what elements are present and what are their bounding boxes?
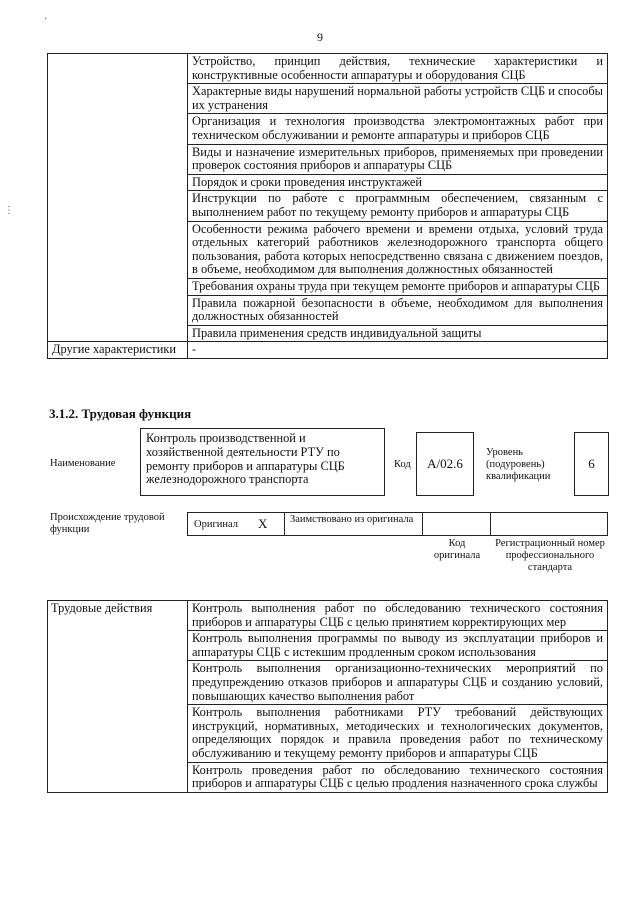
table-cell: Устройство, принцип действия, технические характеристики и конструктивные особенности аппаратуры и оборудования СЦБ	[188, 54, 608, 84]
table-cell: Характерные виды нарушений нормальной работы устройств СЦБ и способы их устранения	[188, 84, 608, 114]
level-value-box: 6	[574, 432, 609, 496]
table-cell: Контроль выполнения программы по выводу из эксплуатации приборов и аппаратуры СЦБ с истекшим продленным сроком использования	[188, 631, 608, 661]
table-cell: Виды и назначение измерительных приборов, применяемых при проведении проверок состояния приборов и аппаратуры СЦБ	[188, 144, 608, 174]
table-cell: Требования охраны труда при текущем ремонте приборов и аппаратуры СЦБ	[188, 278, 608, 295]
table-cell: Порядок и сроки проведения инструктажей	[188, 174, 608, 191]
knowledge-table	[47, 53, 608, 359]
other-characteristics-label: Другие характеристики	[48, 342, 188, 359]
table-row	[48, 54, 608, 84]
page-mark: ·	[44, 14, 48, 25]
original-code-cell	[422, 512, 491, 536]
reg-caption: Регистрационный номер профессионального стандарта	[495, 538, 605, 573]
original-label: Оригинал	[194, 519, 238, 530]
page-number: 9	[317, 30, 323, 44]
name-label: Наименование	[50, 458, 116, 469]
table-row	[48, 342, 608, 359]
borrowed-cell: Заимствовано из оригинала	[284, 512, 423, 536]
table-cell: Контроль проведения работ по обследованию технического состояния приборов и аппаратуры СЦБ с целью продления назначенного срока службы	[188, 762, 608, 792]
table-cell: Организация и технология производства электромонтажных работ при техническом обслуживании и ремонте аппаратуры и приборов СЦБ	[188, 114, 608, 144]
labor-actions-table	[47, 600, 608, 793]
table-cell: Правила пожарной безопасности в объеме, необходимом для выполнения должностных обязанностей	[188, 295, 608, 325]
labor-actions-label: Трудовые действия	[48, 601, 188, 793]
table-row	[48, 601, 608, 631]
origin-label: Происхождение трудовой функции	[50, 512, 165, 535]
row-header-empty	[48, 54, 188, 342]
table-cell: Инструкции по работе с программным обеспечением, связанным с выполнением работ по текущему ремонту приборов и аппаратуры СЦБ	[188, 191, 608, 221]
table-cell: Особенности режима рабочего времени и времени отдыха, условий труда отдельных категорий работников железнодорожного транспорта общего пользования, работа которых непосредственно связана с движением поездов, в объеме, необходимом для выполнения должностных обязанностей	[188, 221, 608, 278]
section-title: 3.1.2. Трудовая функция	[49, 406, 192, 421]
table-cell: Контроль выполнения работ по обследованию технического состояния приборов и аппаратуры СЦБ с целью принятием корректирующих мер	[188, 601, 608, 631]
table-cell: Контроль выполнения работниками РТУ требований действующих инструкций, нормативных, методических и технологических документов, определяющих порядок и правила проведения работ по техническому обслуживанию и текущему ремонту приборов и аппаратуры СЦБ	[188, 705, 608, 762]
table-cell: Контроль выполнения организационно-технических мероприятий по предупреждению отказов приборов и аппаратуры СЦБ и созданию условий, повышающих качество выполнения работ	[188, 661, 608, 705]
original-mark: X	[258, 516, 268, 531]
level-label: Уровень (подуровень) квалификации	[486, 447, 551, 482]
code-value-box: А/02.6	[416, 432, 474, 496]
code-label: Код	[394, 459, 411, 470]
code-caption: Код оригинала	[433, 538, 481, 561]
table-cell: Правила применения средств индивидуальной защиты	[188, 325, 608, 342]
function-name-box: Контроль производственной и хозяйственной деятельности РТУ по ремонту приборов и аппаратуры СЦБ железнодорожного транспорта	[140, 428, 385, 496]
reg-number-cell	[490, 512, 608, 536]
margin-mark: ⋮	[4, 205, 14, 216]
original-cell	[187, 512, 285, 536]
other-characteristics-value: -	[188, 342, 608, 359]
